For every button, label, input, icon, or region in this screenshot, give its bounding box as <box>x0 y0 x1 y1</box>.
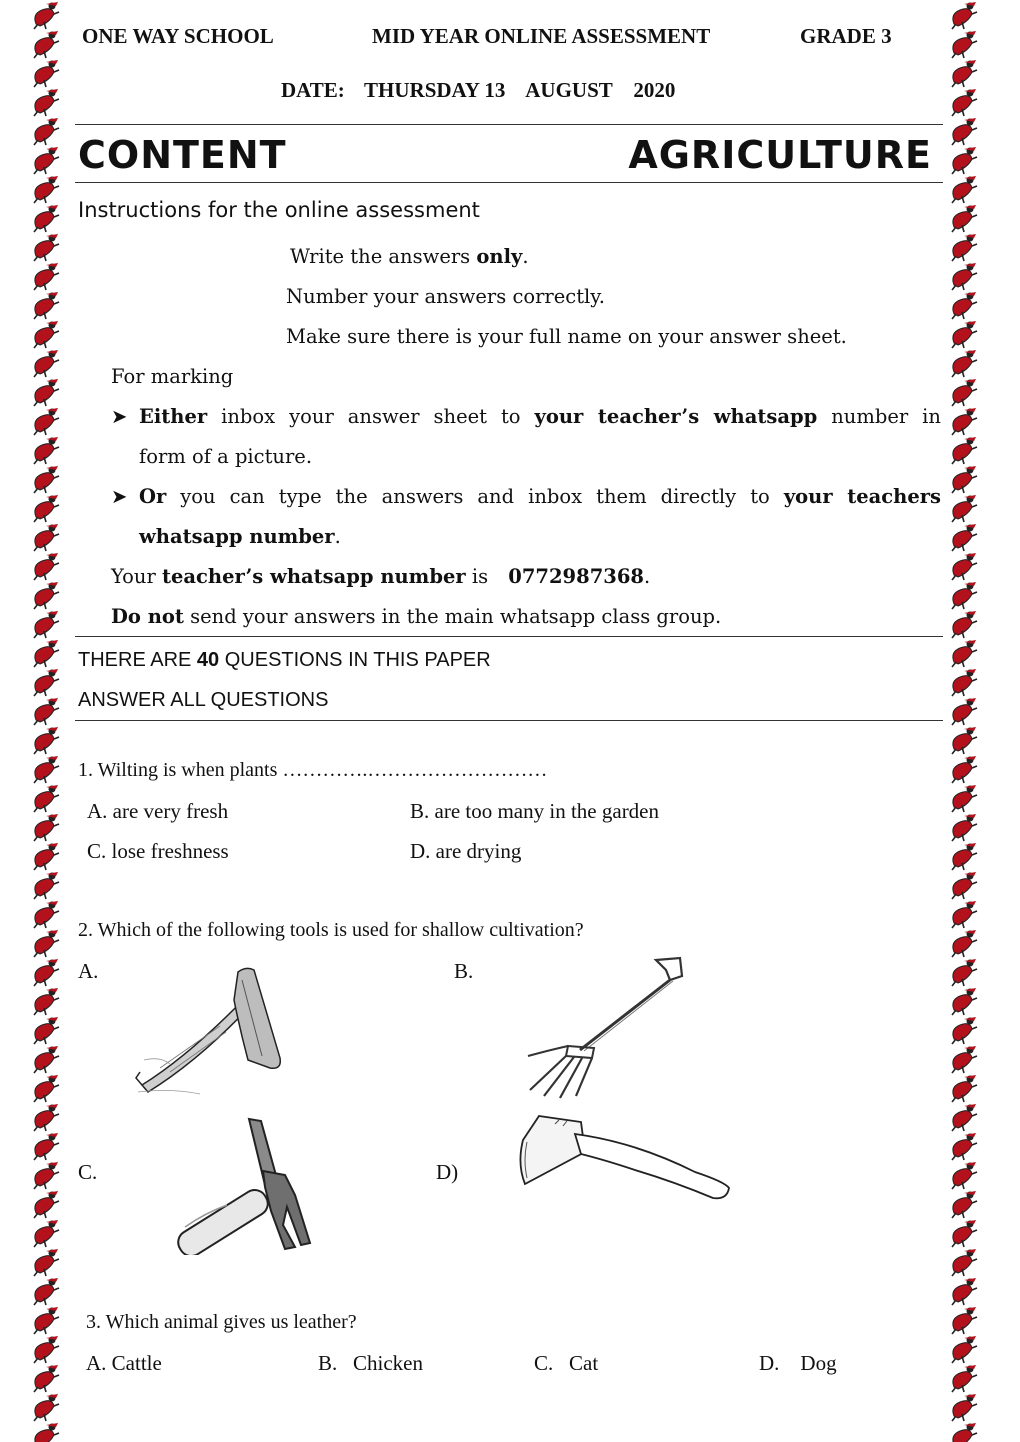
border-motif <box>34 1278 59 1305</box>
question-1-option-c: C. lose freshness <box>87 839 229 863</box>
subject-name: AGRICULTURE <box>628 133 932 177</box>
border-motif <box>34 930 59 957</box>
border-motif <box>952 1307 977 1334</box>
border-motif <box>34 785 59 812</box>
border-motif <box>34 60 59 87</box>
border-motif <box>34 350 59 377</box>
border-motif <box>952 553 977 580</box>
border-motif <box>34 1365 59 1392</box>
question-3-option-a: A. Cattle <box>86 1351 162 1375</box>
teacher-phone-number: 0772987368 <box>508 565 644 588</box>
border-motif <box>34 959 59 986</box>
border-motif <box>952 1017 977 1044</box>
border-motif <box>34 1133 59 1160</box>
border-motif <box>952 1336 977 1363</box>
border-motif <box>952 1220 977 1247</box>
border-motif <box>34 1336 59 1363</box>
border-motif <box>34 495 59 522</box>
garden-fork-tool-image <box>510 950 690 1100</box>
border-motif <box>952 901 977 928</box>
question-2-option-b-label: B. <box>454 959 474 983</box>
info-rule <box>75 720 943 721</box>
border-motif <box>34 1191 59 1218</box>
question-3-option-d: D. Dog <box>759 1351 837 1375</box>
border-motif <box>34 147 59 174</box>
question-3-option-c: C. Cat <box>534 1351 599 1375</box>
border-motif <box>952 1365 977 1392</box>
question-2-option-d-label: D) <box>436 1160 459 1184</box>
border-motif <box>952 147 977 174</box>
border-motif <box>34 640 59 667</box>
border-motif <box>952 611 977 638</box>
page-border-left <box>28 0 62 1442</box>
border-motif <box>34 669 59 696</box>
border-motif <box>952 872 977 899</box>
border-motif <box>34 1075 59 1102</box>
border-motif <box>34 1220 59 1247</box>
border-motif <box>34 727 59 754</box>
border-motif <box>952 205 977 232</box>
border-motif <box>952 1191 977 1218</box>
question-1-option-d: D. are drying <box>410 839 522 863</box>
border-motif <box>952 669 977 696</box>
border-motif <box>952 1162 977 1189</box>
border-motif <box>952 1104 977 1131</box>
question-count-line: THERE ARE 40 QUESTIONS IN THIS PAPER <box>78 649 491 671</box>
border-motif <box>952 176 977 203</box>
border-motif <box>952 2 977 29</box>
border-motif <box>952 437 977 464</box>
border-motif <box>952 930 977 957</box>
border-motif <box>34 1104 59 1131</box>
border-motif <box>34 988 59 1015</box>
border-motif <box>34 872 59 899</box>
instructions-rule <box>75 636 943 637</box>
border-motif <box>34 31 59 58</box>
question-1-text: 1. Wilting is when plants ………….……………………… <box>78 759 548 781</box>
date-line <box>281 78 675 103</box>
answer-all-line: ANSWER ALL QUESTIONS <box>78 689 329 711</box>
border-motif <box>952 1249 977 1276</box>
border-motif <box>34 1394 59 1421</box>
border-motif <box>952 1133 977 1160</box>
border-motif <box>34 698 59 725</box>
instruction-line-2: Number your answers correctly. <box>286 285 605 308</box>
border-motif <box>34 466 59 493</box>
border-motif <box>34 1017 59 1044</box>
border-motif <box>34 843 59 870</box>
border-motif <box>952 321 977 348</box>
subject-content-label: CONTENT <box>78 133 287 177</box>
question-3-option-b: B. Chicken <box>318 1351 423 1375</box>
assessment-title: MID YEAR ONLINE ASSESSMENT <box>372 24 711 48</box>
border-motif <box>34 234 59 261</box>
border-motif <box>952 1423 977 1442</box>
border-motif <box>34 582 59 609</box>
bullet-1-line-1: Either inbox your answer sheet to your teacher’s whatsapp number in <box>139 405 941 428</box>
border-motif <box>952 1394 977 1421</box>
teacher-number-line: Your teacher’s whatsapp number is 0772987368. <box>111 565 651 588</box>
border-motif <box>952 466 977 493</box>
bullet-2-line-2: whatsapp number. <box>139 525 341 548</box>
border-motif <box>952 756 977 783</box>
border-motif <box>34 901 59 928</box>
border-motif <box>952 350 977 377</box>
date-label: DATE: <box>281 78 345 102</box>
border-motif <box>952 1075 977 1102</box>
border-motif <box>952 698 977 725</box>
border-motif <box>952 727 977 754</box>
border-motif <box>952 118 977 145</box>
border-motif <box>34 176 59 203</box>
date-value: THURSDAY 13 AUGUST 2020 <box>364 78 676 102</box>
hoe-tool-image <box>130 960 300 1095</box>
bullet-arrow-icon: ➤ <box>111 405 128 428</box>
border-motif <box>952 988 977 1015</box>
border-motif <box>34 2 59 29</box>
border-motif <box>34 1307 59 1334</box>
border-motif <box>952 292 977 319</box>
question-2-text: 2. Which of the following tools is used for shallow cultivation? <box>78 919 584 941</box>
border-motif <box>34 437 59 464</box>
border-motif <box>34 292 59 319</box>
bullet-2-line-1: Or you can type the answers and inbox them directly to your teachers <box>139 485 941 508</box>
border-motif <box>34 524 59 551</box>
border-motif <box>952 814 977 841</box>
border-motif <box>952 263 977 290</box>
border-motif <box>952 959 977 986</box>
border-motif <box>34 1046 59 1073</box>
border-motif <box>952 785 977 812</box>
title-rule <box>75 182 943 183</box>
border-motif <box>34 756 59 783</box>
border-motif <box>34 553 59 580</box>
page-border-right <box>946 0 980 1442</box>
axe-tool-image <box>515 1112 735 1204</box>
instruction-line-3: Make sure there is your full name on your answer sheet. <box>286 325 847 348</box>
instruction-line-1: Write the answers only. <box>290 245 529 268</box>
bullet-1-line-2: form of a picture. <box>139 445 313 468</box>
question-3-text: 3. Which animal gives us leather? <box>86 1311 357 1333</box>
border-motif <box>952 379 977 406</box>
border-motif <box>952 1278 977 1305</box>
grade-label: GRADE 3 <box>800 24 892 48</box>
border-motif <box>34 1423 59 1442</box>
border-motif <box>952 60 977 87</box>
border-motif <box>34 118 59 145</box>
instructions-heading: Instructions for the online assessment <box>78 198 480 222</box>
border-motif <box>34 1162 59 1189</box>
border-motif <box>952 582 977 609</box>
border-motif <box>34 814 59 841</box>
border-motif <box>952 1046 977 1073</box>
border-motif <box>34 205 59 232</box>
border-motif <box>952 843 977 870</box>
question-1-option-a: A. are very fresh <box>87 799 229 823</box>
border-motif <box>34 611 59 638</box>
border-motif <box>34 379 59 406</box>
border-motif <box>952 640 977 667</box>
border-motif <box>952 234 977 261</box>
do-not-line: Do not send your answers in the main whatsapp class group. <box>111 605 722 628</box>
question-2-option-c-label: C. <box>78 1160 98 1184</box>
border-motif <box>952 89 977 116</box>
question-2-option-a-label: A. <box>78 959 99 983</box>
border-motif <box>34 263 59 290</box>
border-motif <box>34 321 59 348</box>
border-motif <box>952 31 977 58</box>
border-motif <box>34 408 59 435</box>
mattock-tool-image <box>165 1115 315 1255</box>
border-motif <box>952 495 977 522</box>
for-marking-label: For marking <box>111 365 234 388</box>
school-name: ONE WAY SCHOOL <box>82 24 274 48</box>
border-motif <box>952 408 977 435</box>
bullet-arrow-icon: ➤ <box>111 485 128 508</box>
border-motif <box>952 524 977 551</box>
header-rule <box>75 124 943 125</box>
border-motif <box>34 89 59 116</box>
border-motif <box>34 1249 59 1276</box>
question-1-option-b: B. are too many in the garden <box>410 799 660 823</box>
